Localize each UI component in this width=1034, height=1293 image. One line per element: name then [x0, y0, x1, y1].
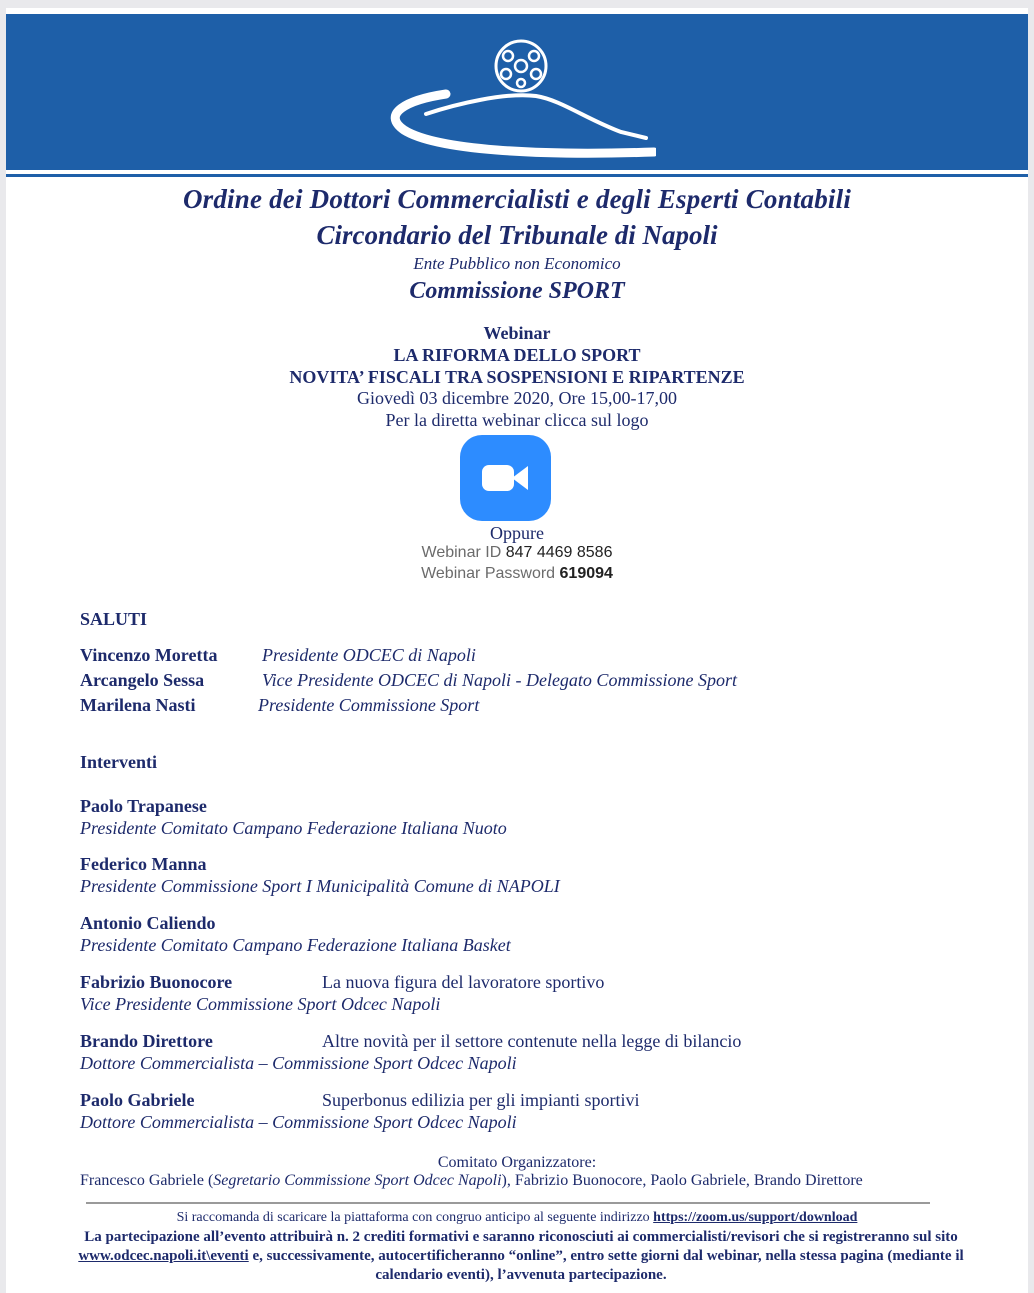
event-type: Webinar — [483, 323, 551, 343]
interventi-heading: Interventi — [80, 752, 157, 772]
webinar-password — [6, 565, 1028, 583]
speaker-name: Fabrizio Buonocore — [80, 972, 233, 992]
camera-lens-icon — [512, 466, 528, 490]
speaker-name: Paolo Gabriele — [80, 1090, 195, 1110]
comitato-title: Comitato Organizzatore: — [437, 1154, 597, 1171]
footer-credits-text-b: e, successivamente, autocertificheranno “online”, entro sette giorni dal webinar, nella stessa pagina (mediante il calendario eventi), l’avvenuta partecipazione. — [252, 1248, 964, 1283]
speaker-role: Dottore Commercialista – Commissione Sport Odcec Napoli — [80, 1053, 517, 1073]
comitato-secretary-name: Francesco Gabriele ( — [80, 1172, 214, 1189]
saluti-role: Presidente ODCEC di Napoli — [262, 645, 476, 665]
comitato-secretary-role: Segretario Commissione Sport Odcec Napoli — [213, 1172, 502, 1189]
webinar-password-value: 619094 — [559, 565, 613, 582]
comitato-members — [80, 1172, 863, 1190]
commission-title: Commissione SPORT — [409, 278, 625, 304]
speaker-name: Antonio Caliendo — [80, 913, 216, 933]
speaker-role: Vice Presidente Commissione Sport Odcec Napoli — [80, 994, 441, 1014]
saluti-name: Vincenzo Moretta — [80, 645, 218, 665]
footer-download-text: Si raccomanda di scaricare la piattaforma con congruo anticipo al seguente indirizzo — [176, 1210, 650, 1225]
saluti-name: Marilena Nasti — [80, 695, 196, 715]
zoom-video-camera-icon[interactable] — [460, 435, 551, 521]
page — [6, 8, 1028, 1293]
comitato-others: ), Fabrizio Buonocore, Paolo Gabriele, Brando Direttore — [501, 1172, 863, 1189]
event-title-line2: NOVITA’ FISCALI TRA SOSPENSIONI E RIPARTENZE — [289, 367, 745, 387]
speaker-role: Presidente Comitato Campano Federazione Italiana Basket — [80, 935, 511, 955]
webinar-id-label: Webinar ID — [421, 544, 502, 561]
speaker-name: Paolo Trapanese — [80, 796, 207, 816]
event-instruction: Per la diretta webinar clicca sul logo — [385, 410, 649, 430]
event-title-line1: LA RIFORMA DELLO SPORT — [393, 345, 641, 365]
speaker-role: Presidente Comitato Campano Federazione Italiana Nuoto — [80, 818, 507, 838]
org-name-line1: Ordine dei Dottori Commercialisti e degli Esperti Contabili — [182, 184, 852, 214]
footer-credits-note — [76, 1228, 966, 1285]
speaker-topic: La nuova figura del lavoratore sportivo — [322, 972, 605, 992]
speaker-name: Federico Manna — [80, 854, 207, 874]
zoom-download-link[interactable]: https://zoom.us/support/download — [653, 1210, 858, 1225]
header-divider — [6, 174, 1028, 177]
org-type: Ente Pubblico non Economico — [413, 254, 621, 273]
saluti-role: Presidente Commissione Sport — [258, 695, 480, 715]
footer-credits-text-a: La partecipazione all’evento attribuirà n. 2 crediti formativi e saranno riconosciuti ai commercialisti/revisori che si registreranno sul sito — [84, 1229, 958, 1245]
footer-download-note — [6, 1210, 1028, 1226]
speaker-name: Brando Direttore — [80, 1031, 213, 1051]
webinar-id — [6, 544, 1028, 562]
odcec-events-link[interactable]: www.odcec.napoli.it\eventi — [78, 1248, 249, 1264]
speaker-topic: Altre novità per il settore contenute nella legge di bilancio — [322, 1031, 742, 1051]
event-datetime: Giovedì 03 dicembre 2020, Ore 15,00-17,00 — [357, 388, 677, 408]
alternative-label: Oppure — [490, 523, 544, 543]
speaker-role: Dottore Commercialista – Commissione Sport Odcec Napoli — [80, 1112, 517, 1132]
webinar-id-value: 847 4469 8586 — [505, 544, 613, 561]
speaker-topic: Superbonus edilizia per gli impianti sportivi — [322, 1090, 640, 1110]
odcec-logo-icon — [386, 34, 656, 164]
speaker-role: Presidente Commissione Sport I Municipalità Comune di NAPOLI — [80, 876, 560, 896]
saluti-name: Arcangelo Sessa — [80, 670, 205, 690]
saluti-role: Vice Presidente ODCEC di Napoli - Delegato Commissione Sport — [262, 670, 737, 690]
saluti-heading: SALUTI — [80, 609, 148, 629]
camera-body-icon — [482, 465, 514, 491]
webinar-password-label: Webinar Password — [421, 565, 556, 582]
header-banner — [6, 14, 1028, 170]
org-name-line2: Circondario del Tribunale di Napoli — [316, 220, 718, 250]
footer-divider — [86, 1202, 930, 1204]
